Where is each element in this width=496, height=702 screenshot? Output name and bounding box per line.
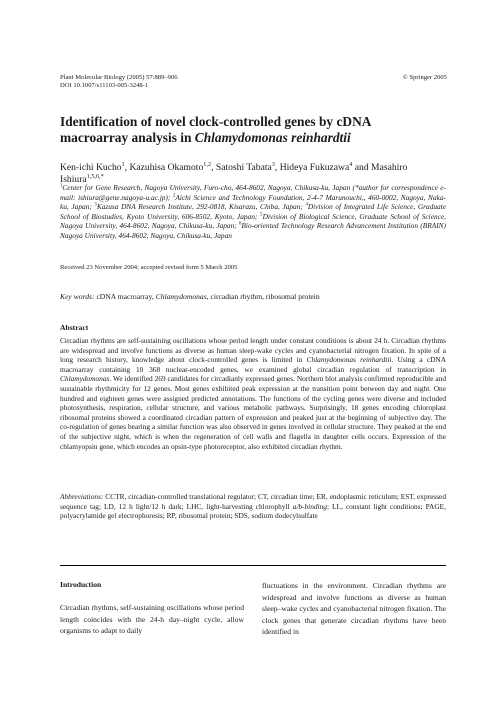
abbreviations-label: Abbreviations: [60,492,104,501]
introduction-right-column: fluctuations in the environment. Circadian rhythms are widespread and involve functions as diverse as human sleep–wake cycles and cyanobacterial nitrogen fixation. The clock genes that generate circadian rhythms have been identified in [262,581,446,637]
section-divider [60,565,446,566]
author-conjunction: and [354,162,369,173]
author-3: Satoshi Tabata [215,162,272,173]
affiliations [60,183,446,241]
affil-1-mark: 1 [60,183,63,189]
title-text: Identification of novel clock-controlled genes by cDNA macroarray analysis in [60,114,371,145]
affil-3-mark: 3 [94,202,97,208]
abstract-body [60,336,446,451]
keyword-3: , circadian rhythm, ribosomal protein [206,292,320,301]
abbreviations-italic: a/b-binding [292,501,327,511]
abstract-organism-2: Chlamydomonas [60,374,110,384]
author-list: Ken-ichi Kucho$^1$, Kazuhisa Okamoto$^{1,2}$, Satoshi Tabata$^3$, Hideya Fukuzawa$^4$ and Masahiro Ishiura$^{1,5,6,*}$ [60,160,408,185]
affil-4: Division of Integrated Life Science, Graduate School of Biostudies, Kyoto University, 606-8502, Kyoto, Japan; [60,202,447,221]
keyword-1: cDNA macroarray, [96,292,156,301]
author-5-affil: 1,5,6,* [86,172,104,180]
received-dates: Received 23 November 2004; accepted revised form 5 March 2005 [60,264,238,271]
affil-5-mark: 5 [260,212,263,218]
copyright: © Springer 2005 [402,74,447,81]
journal-header [60,74,178,90]
abstract-part-1: Circadian rhythms are self-sustaining oscillations whose period length under constant conditions is about 24 h. Circadian rhythms are widespread and involve functions as diverse as human sleep-wake cycles and cyanobacterial nitrogen fixation. In spite of a long research history, knowledge about clock-controlled genes is limited in [60,336,446,365]
affil-1: Center for Gene Research, Nagoya University, Furo-cho, 464-8602, Nagoya, Chikusa-ku, Japan (*author for correspondence e-mail: ishiura@gene.nagoya-u.ac.jp); [60,183,446,202]
abbreviations-part-1: CCTR, circadian-controlled translational regulator; CT, circadian time; ER, endoplasmic reticulum; EST, expressed sequence tag; LD, 12 h light/12 h dark; LHC, light-harvesting chlorophyll [60,492,446,511]
introduction-heading: Introduction [60,580,102,589]
affil-5: Division of Biological Science, Graduate School of Science, Nagoya University, 464-8602, Nagoya, Chikusa-ku, Japan; [60,211,446,231]
introduction-left-column: Circadian rhythms, self-sustaining oscillations whose period length coincides with the 24-h day–night cycle, allow organisms to adapt to daily [60,603,244,636]
affil-2: Aichi Science and Technology Foundation, 2-4-7 Marunouchi,, 460-0002, Nagoya, Naka-ku, Japan; [60,192,446,212]
keywords [60,292,320,301]
affil-4-mark: 4 [305,202,308,208]
author-4: Hideya Fukuzawa [279,162,350,173]
author-1-affil: 1 [121,160,125,168]
affil-3: Kazusa DNA Research Institute, 292-0818, Kisarazu, Chiba, Japan; [96,202,306,212]
abstract-organism-1: Chlamydomonas reinhardtii [306,355,392,365]
author-5: Masahiro Ishiura [60,162,408,185]
affil-6: Bio-oriented Technology Research Advancement Institution (BRAIN) Nagoya University, 464-8602, Nagoya, Chikusa-ku, Japan [60,221,446,240]
abbreviations-part-2: ; LL, constant light conditions; PAGE, polyacrylamide gel electrophoresis; RP, ribosomal protein; SDS, sodium dodecylsulfate [60,501,446,521]
keywords-label: Key words: [60,292,95,301]
keyword-2: Chlamydomonas [155,292,207,301]
journal-citation: Plant Molecular Biology (2005) 57:889–906 [60,74,178,81]
abstract-heading: Abstract [60,323,89,332]
author-4-affil: 4 [349,160,353,168]
abstract-part-3: . We identified 269 candidates for circadianly expressed genes. Northern blot analysis confirmed reproducible and sustainable rhythmicity for 12 genes. Most genes exhibited peak expression at the transition point between day and night. One hundred and eighteen genes were assigned predicted annotations. The functions of the cycling genes were diverse and included photosynthesis, respiration, cellular structure, and various metabolic pathways. Surprisingly, 18 genes encoding chloroplast ribosomal proteins showed a coordinated circadian pattern of expression and peaked just at the beginning of subjective day. The co-regulation of genes bearing a similar function was also observed in genes involved in cellular structure. They peaked at the end of the subjective night, which is when the regeneration of cell walls and flagella in daughter cells occurs. Expression of the chlamyopsin gene, which encodes an opsin-type photoreceptor, also exhibited circadian rhythm. [60,374,446,451]
abbreviations [60,492,446,521]
author-2: Kazuhisa Okamoto [129,162,204,173]
doi: DOI 10.1007/s11103-005-3248-1 [60,82,149,89]
author-1: Ken-ichi Kucho [60,162,122,173]
title-organism: Chlamydomonas reinhardtii [194,130,351,145]
affil-6-mark: 6 [239,221,242,227]
abstract-part-2: . Using a cDNA macroarray containing 10 368 nuclear-encoded genes, we examined global circadian regulation of transcription in [60,355,447,374]
paper-title [60,114,440,146]
author-3-affil: 3 [271,160,275,168]
author-2-affil: 1,2 [203,160,212,168]
affil-2-mark: 2 [172,193,176,199]
